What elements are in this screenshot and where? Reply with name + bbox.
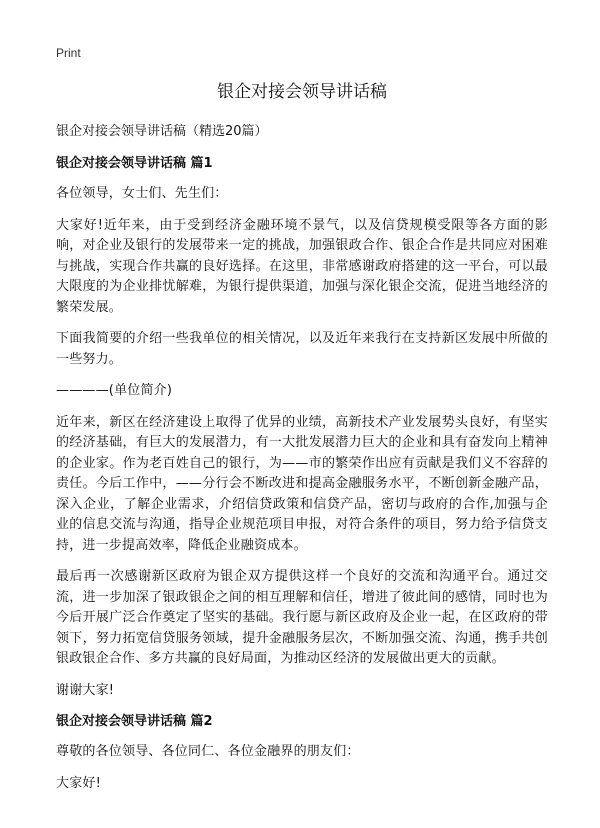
body-paragraph: 最后再一次感谢新区政府为银企双方提供这样一个良好的交流和沟通平台。通过交流，进一步加深了银政银企之间的相互理解和信任，增进了彼此间的感情，同时也为今后开展广泛合作奠定了坚实的基础。我行愿与新区政府及企业一起，在区政府的带领下，努力拓宽信贷服务领域，提升金融服务层次，不断加强交流、沟通，携手共创银政银企合作、多方共赢的良好局面，为推动区经济的发展做出更大的贡献。 bbox=[56, 569, 548, 666]
document-subtitle: 银企对接会领导讲话稿（精选20篇） bbox=[56, 124, 268, 139]
salutation: 尊敬的各位领导、各位同仁、各位金融界的朋友们： bbox=[56, 744, 360, 759]
body-paragraph: 下面我简要的介绍一些我单位的相关情况，以及近年来我行在支持新区发展中所做的一些努力。 bbox=[56, 331, 548, 367]
salutation: 各位领导，女士们、先生们： bbox=[56, 186, 228, 201]
closing-line: 谢谢大家! bbox=[56, 682, 115, 698]
document-title: 银企对接会领导讲话稿 bbox=[217, 82, 387, 102]
section-1 bbox=[56, 154, 548, 701]
body-paragraph: 大家好!近年来，由于受到经济金融环境不景气，以及信贷规模受限等各方面的影响，对企业及银行的发展带来一定的挑战，加强银政合作、银企合作是共同应对困难与挑战，实现合作共赢的良好选择。在这里，非常感谢政府搭建的这一平台，可以最大限度的为企业排忧解难，为银行提供渠道，加强与深化银企交流，促进当地经济的繁荣发展。 bbox=[56, 217, 548, 315]
section-2 bbox=[56, 712, 548, 794]
print-label[interactable]: Print bbox=[56, 46, 81, 60]
body-paragraph: 近年来，新区在经济建设上取得了优异的业绩，高新技术产业发展势头良好，有坚实的经济基础，有巨大的发展潜力，有一大批发展潜力巨大的企业和具有奋发向上精神的企业家。作为老百姓自己的银行，为——市的繁荣作出应有贡献是我们义不容辞的责任。今后工作中，——分行会不断改进和提高金融服务水平，不断创新金融产品，深入企业，了解企业需求，介绍信贷政策和信贷产品，密切与政府的合作,加强与企业的信息交流与沟通，指导企业规范项目申报，对符合条件的项目，努力给予信贷支持，进一步提高效率，降低企业融资成本。 bbox=[56, 414, 548, 553]
section-heading: 银企对接会领导讲话稿 篇2 bbox=[56, 714, 213, 729]
body-paragraph: ————(单位简介) bbox=[56, 383, 173, 398]
greeting: 大家好! bbox=[56, 775, 102, 791]
section-heading: 银企对接会领导讲话稿 篇1 bbox=[56, 156, 213, 171]
